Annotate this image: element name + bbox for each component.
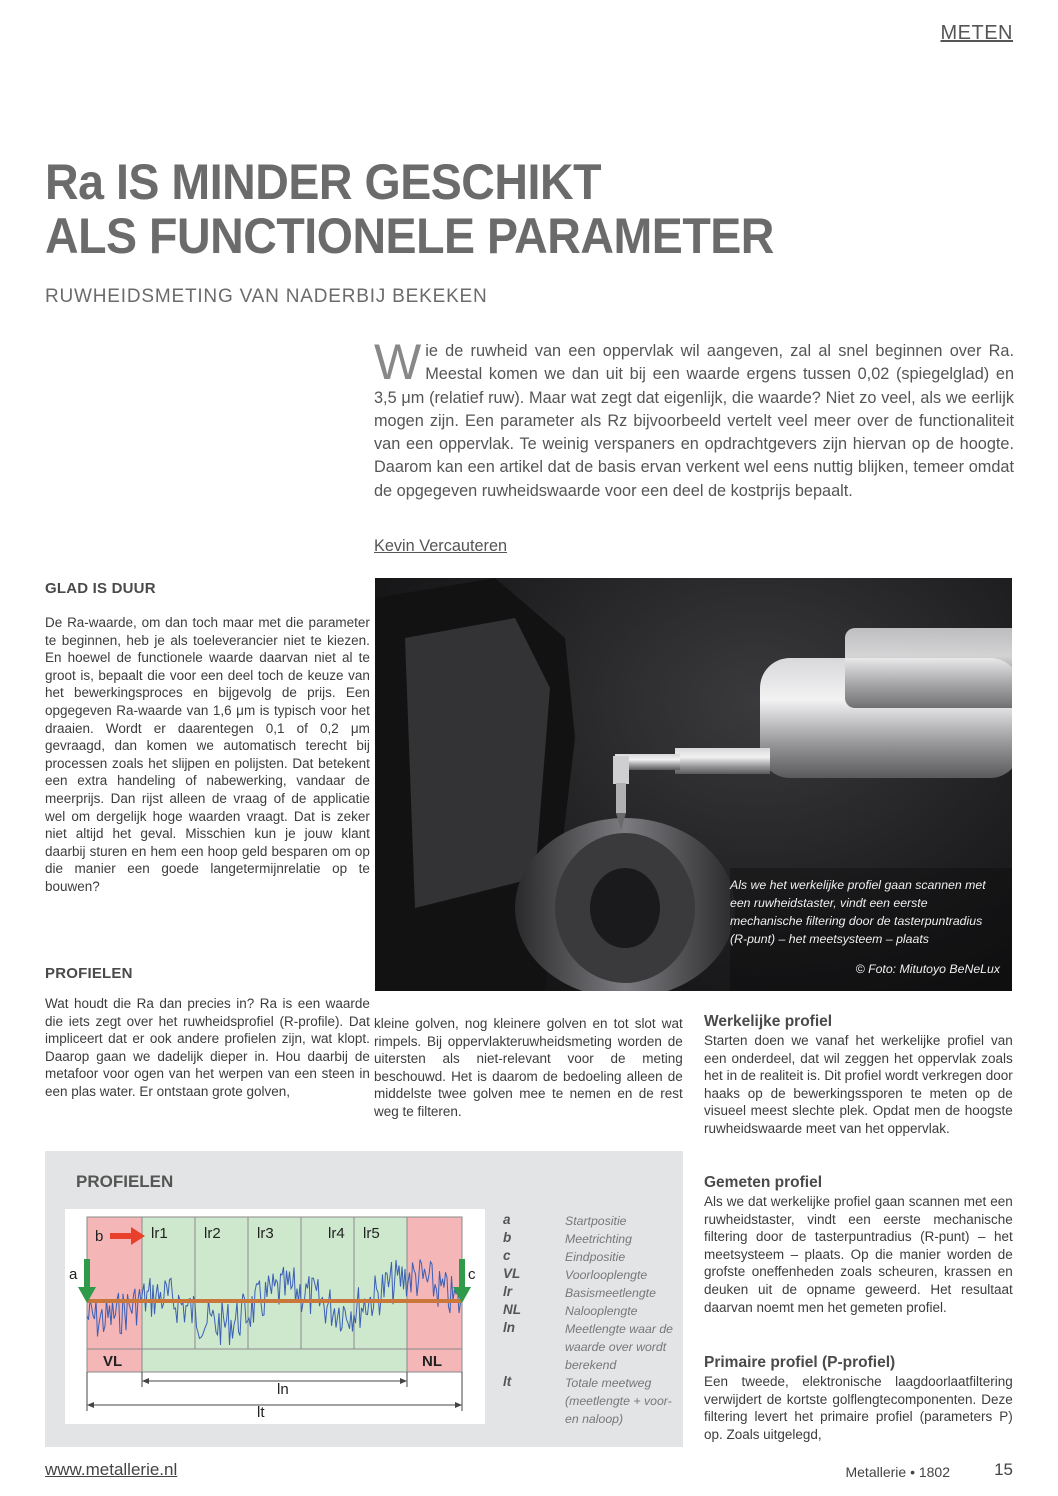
legend-key: ln bbox=[503, 1320, 515, 1335]
heading-gemeten-profiel: Gemeten profiel bbox=[704, 1174, 822, 1191]
legend-value: Totale meetweg (meetlengte + voor- en naloop) bbox=[565, 1376, 672, 1426]
heading-werkelijke-profiel: Werkelijke profiel bbox=[704, 1013, 833, 1030]
legend-value: Voorlooplengte bbox=[565, 1268, 648, 1282]
label-a: a bbox=[69, 1266, 78, 1283]
photo-credit: © Foto: Mitutoyo BeNeLux bbox=[855, 962, 1000, 976]
paragraph-werkelijke-profiel: Starten doen we vanaf het werkelijke profiel van een onderdeel, dat wil zeggen het oppervlak zoals het in de realiteit is. Dit profiel wordt verkregen door haaks op de bewerkingssporen te meten op de visueel meest slechte plek. Opdat men de hoogste ruwheidswaarde meet van het oppervlak. bbox=[704, 1033, 1013, 1137]
label-ln: ln bbox=[277, 1381, 289, 1398]
label-lr3: lr3 bbox=[257, 1225, 274, 1242]
profielen-figure bbox=[45, 1151, 683, 1447]
title-line-2: ALS FUNCTIONELE PARAMETER bbox=[45, 208, 774, 264]
legend-key: c bbox=[503, 1248, 511, 1263]
legend-value: Nalooplengte bbox=[565, 1304, 638, 1318]
footer-issue: Metallerie • 1802 bbox=[845, 1464, 950, 1480]
legend-key: lt bbox=[503, 1374, 512, 1389]
heading-primaire-profiel: Primaire profiel (P-profiel) bbox=[704, 1354, 896, 1371]
heading-profielen: PROFIELEN bbox=[45, 965, 133, 982]
label-lr1: lr1 bbox=[151, 1225, 168, 1242]
title-line-1: Ra IS MINDER GESCHIKT bbox=[45, 154, 602, 210]
legend-value: Meetlengte waar de waarde over wordt berekend bbox=[565, 1322, 674, 1372]
label-c: c bbox=[468, 1266, 476, 1283]
paragraph-golven: kleine golven, nog kleinere golven en tot slot wat rimpels. Bij oppervlakteruwheidsmeting worden de uitersten als niet-relevant voor de meting beschouwd. Het is daarom de bedoeling alleen de middelste twee golven mee te nemen en de rest weg te filteren. bbox=[374, 1016, 683, 1120]
paragraph-primaire-profiel: Een tweede, elektronische laagdoorlaatfiltering verwijdert de kortste golflengtecomponenten. Deze filtering levert het primaire profiel (parameters P) op. Zoals uitgelegd, bbox=[704, 1374, 1013, 1443]
legend-key: a bbox=[503, 1212, 511, 1227]
profile-diagram bbox=[65, 1209, 485, 1424]
label-lt: lt bbox=[257, 1404, 265, 1421]
heading-glad-is-duur: GLAD IS DUUR bbox=[45, 580, 156, 597]
label-lr2: lr2 bbox=[204, 1225, 221, 1242]
legend-key: b bbox=[503, 1230, 512, 1245]
label-lr4: lr4 bbox=[328, 1225, 345, 1242]
legend-value: Startpositie bbox=[565, 1214, 627, 1228]
label-lr5: lr5 bbox=[363, 1225, 380, 1242]
section-tag: METEN bbox=[940, 22, 1013, 44]
legend-key: VL bbox=[503, 1266, 521, 1281]
author-link[interactable]: Kevin Vercauteren bbox=[374, 537, 508, 555]
label-nl: NL bbox=[422, 1353, 442, 1370]
intro-paragraph bbox=[374, 334, 1014, 503]
intro-text: ie de ruwheid van een oppervlak wil aangeven, zal al snel beginnen over Ra. Meestal komen we dan uit bij een waarde ergens tussen 0,02 (spiegelglad) en 3,5 μm (relatief ruw). Maar wat zegt dat eigenlijk, die waarde? Niet zo veel, als we eerlijk mogen zijn. Een parameter als Rz bijvoorbeeld vertelt veel meer over de functionaliteit van een oppervlak. Te weinig verspaners en opdrachtgevers zijn hiervan op de hoogte. Daarom kan een artikel dat de basis ervan verkent wel eens nuttig blijken, temeer omdat de opgegeven ruwheidswaarde voor een deel de kostprijs bepaalt. bbox=[374, 342, 1014, 500]
paragraph-profielen: Wat houdt die Ra dan precies in? Ra is een waarde die iets zegt over het ruwheidsprofiel (R-profile). Dat impliceert dat er ook andere profielen zijn, wat klopt. Daarop gaan we dadelijk dieper in. Hou daarbij de metafoor voor ogen van het werpen van een steen in een plas water. Er ontstaan grote golven, bbox=[45, 996, 370, 1100]
page-number: 15 bbox=[994, 1460, 1013, 1479]
article-subtitle: RUWHEIDSMETING VAN NADERBIJ BEKEKEN bbox=[45, 286, 488, 307]
article-title bbox=[45, 155, 882, 263]
profile-diagram-svg bbox=[65, 1209, 485, 1424]
label-vl: VL bbox=[103, 1353, 123, 1370]
paragraph-gemeten-profiel: Als we dat werkelijke profiel gaan scannen met een ruwheidstaster, vindt een eerste mechanische filtering door de tasterpuntradius (R-punt) – het meetsysteem – plaats. Op die manier worden de grofste oneffenheden zoals scheuren, krassen en deuken uit de opname geweerd. Het resultaat daarvan noemt men het gemeten profiel. bbox=[704, 1194, 1013, 1316]
paragraph-glad-is-duur: De Ra-waarde, om dan toch maar met die parameter te beginnen, heb je als toeleverancier niet te kiezen. En hoewel de functionele waarde daarvan niet al te groot is, bepaalt die voor een deel toch de keuze van het bewerkingsproces en bijgevolg de prijs. Een opgegeven Ra-waarde van 1,6 μm is typisch voor het draaien. Wordt er daarentegen 0,1 of 0,2 μm gevraagd, dan komen we automatisch terecht bij processen zoals het slijpen en polijsten. Dat betekent een extra handeling of nabewerking, vandaar de meerprijs. Dan rijst alleen de vraag of de applicatie wel om dergelijk hoge waarden vraagt. Dat is zeker niet altijd het geval. Misschien kun je jouw klant daarbij sturen en hem een hoop geld besparen om op die manier een goede langetermijnrelatie op te bouwen? bbox=[45, 615, 370, 895]
probe-photo bbox=[375, 578, 1012, 991]
photo-caption: Als we het werkelijke profiel gaan scannen met een ruwheidstaster, vindt een eerste mechanische filtering door de tasterpuntradius (R-punt) – het meetsysteem – plaats bbox=[730, 878, 986, 946]
drop-cap: W bbox=[374, 334, 422, 390]
figure-title: PROFIELEN bbox=[76, 1172, 174, 1191]
legend-value: Meetrichting bbox=[565, 1232, 632, 1246]
label-b: b bbox=[95, 1228, 104, 1245]
legend-key: lr bbox=[503, 1284, 513, 1299]
footer-url[interactable]: www.metallerie.nl bbox=[45, 1460, 178, 1479]
legend-value: Eindpositie bbox=[565, 1250, 626, 1264]
legend-value: Basismeetlengte bbox=[565, 1286, 656, 1300]
legend-key: NL bbox=[503, 1302, 521, 1317]
